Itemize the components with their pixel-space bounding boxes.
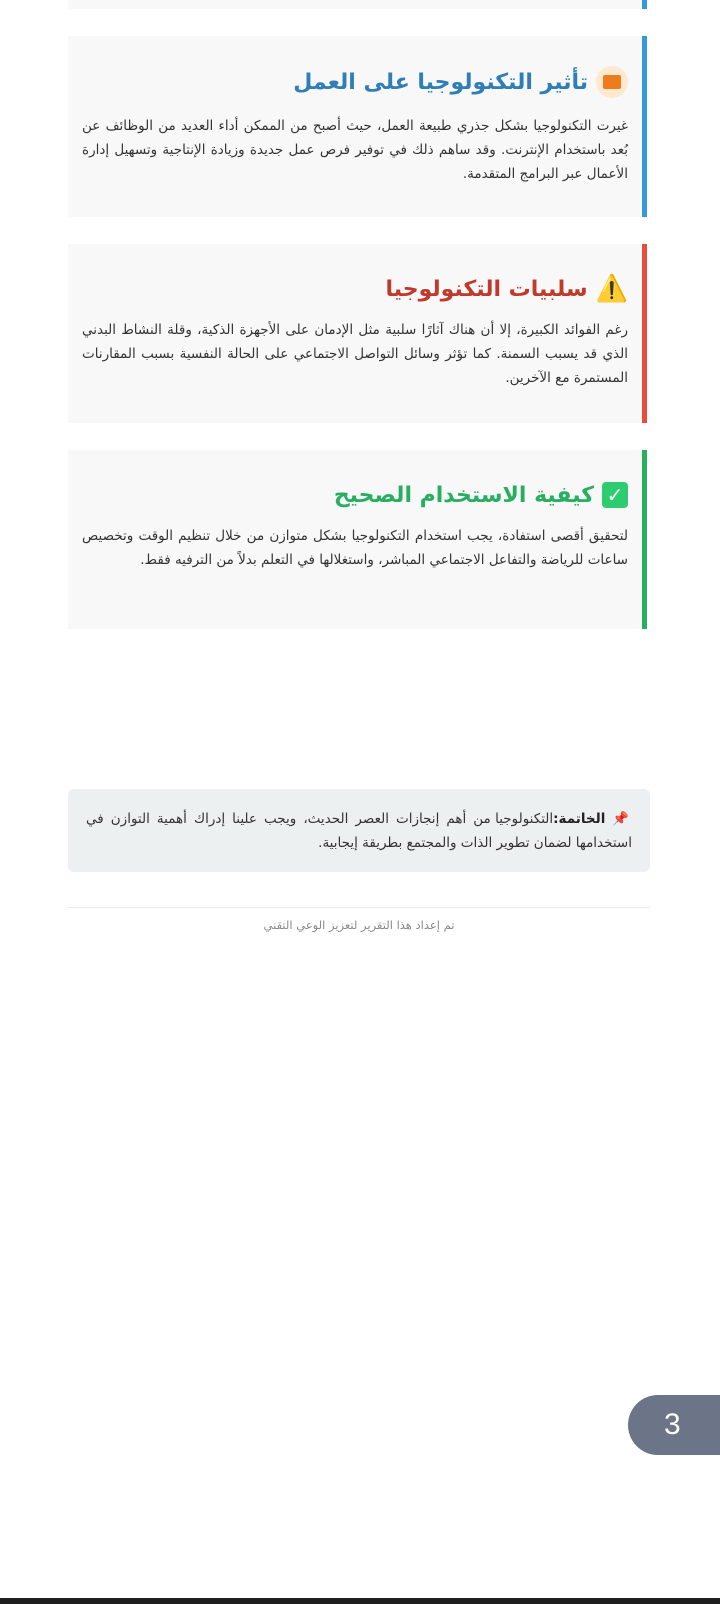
section-work-title: تأثير التكنولوجيا على العمل: [293, 69, 588, 95]
section-negatives-title: سلبيات التكنولوجيا: [385, 276, 588, 302]
footer-divider: [68, 907, 650, 908]
check-icon: ✓: [602, 482, 628, 508]
section-proper-use-title: كيفية الاستخدام الصحيح: [333, 482, 594, 508]
section-work-body: غيرت التكنولوجيا بشكل جذري طبيعة العمل، حيث أصبح من الممكن أداء العديد من الوظائف عن بُعد باستخدام الإنترنت. وقد ساهم ذلك في توفير فرص عمل جديدة وزيادة الإنتاجية وتسهيل إدارة الأعمال عبر البرامج المتقدمة.: [82, 118, 628, 182]
section-negatives-heading: [82, 244, 628, 302]
warning-icon: ⚠️: [595, 274, 628, 304]
conclusion-box: [68, 789, 650, 872]
pin-icon: 📌: [612, 811, 632, 827]
briefcase-icon: [596, 66, 628, 98]
bottom-bar: [0, 1598, 720, 1604]
previous-section-card: [68, 0, 647, 9]
page-number-badge: 3: [628, 1395, 720, 1455]
section-proper-use: [68, 450, 647, 629]
conclusion-text: التكنولوجيا من أهم إنجازات العصر الحديث، ويجب علينا إدراك أهمية التوازن في استخدامها لضمان تطوير الذات والمجتمع بطريقة إيجابية.: [86, 811, 632, 851]
section-proper-use-body: لتحقيق أقصى استفادة، يجب استخدام التكنولوجيا بشكل متوازن من خلال تنظيم الوقت وتخصيص ساعات للرياضة والتفاعل الاجتماعي المباشر، واستغلالها في التعلم بدلاً من الترفيه فقط.: [82, 528, 628, 568]
section-work: [68, 36, 647, 217]
section-negatives: [68, 244, 647, 423]
conclusion-label: الخاتمة:: [553, 811, 606, 827]
section-work-heading: [82, 36, 628, 98]
section-proper-use-heading: [82, 450, 628, 508]
footer-note: تم إعداد هذا التقرير لتعزيز الوعي التقني: [263, 918, 455, 932]
section-negatives-body: رغم الفوائد الكبيرة، إلا أن هناك آثارًا سلبية مثل الإدمان على الأجهزة الذكية، وقلة النشاط البدني الذي قد يسبب السمنة. كما تؤثر وسائل التواصل الاجتماعي على الحالة النفسية بسبب المقارنات المستمرة مع الآخرين.: [82, 322, 628, 386]
